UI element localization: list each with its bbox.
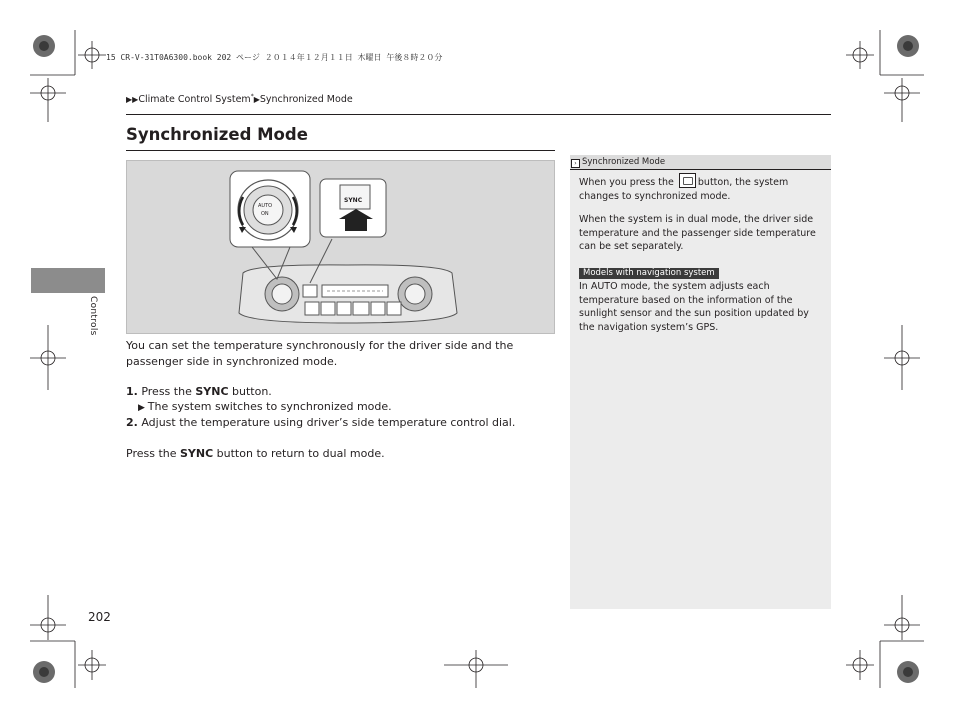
climate-panel-drawing [127,161,554,333]
step-2 [126,415,515,431]
print-header: 15 CR-V-31T0A6300.book 202 ページ ２０１４年１２月１１日 木曜日 午後８時２０分 [106,53,443,62]
sync-button-icon [679,173,696,188]
closing-paragraph [126,446,385,462]
closing-text: Press the [126,447,180,460]
step-1-number: 1. [126,385,138,398]
step-1-text-end: button. [228,385,272,398]
climate-control-illustration [126,160,555,334]
dial-label: AUTO [258,203,273,209]
section-tab [31,268,105,293]
step-1-result [138,399,392,417]
note-icon: › [571,159,580,168]
step-2-text: Adjust the temperature using driver’s side temperature control dial. [137,416,516,429]
breadcrumb [126,93,353,105]
page-title: Synchronized Mode [126,125,308,144]
sync-keyword: SYNC [195,385,229,398]
result-arrow-icon: ▶ [138,403,148,413]
sidebar-heading-text: Synchronized Mode [582,157,666,167]
page-number: 202 [88,610,111,624]
step-1-result-text: The system switches to synchronized mode. [147,400,392,413]
sync-button-label: SYNC [344,197,363,204]
breadcrumb-separator-icon: ▶ [253,95,260,105]
step-1 [126,384,272,400]
note-1-text-end: button, the system changes to synchronized mode. [579,177,789,202]
step-1-text: Press the [137,385,196,398]
breadcrumb-current: Synchronized Mode [259,94,353,106]
breadcrumb-arrow-icon: ▶▶ [126,95,139,105]
dial-sublabel: ON [261,211,269,217]
breadcrumb-parent[interactable]: Climate Control System [138,94,251,106]
sidebar-note-3: In AUTO mode, the system adjusts each temperature based on the information of the sunlight sensor and the sun position updated by the navigation system’s GPS. [579,281,809,333]
sync-keyword-closing: SYNC [180,447,214,460]
title-rule [126,150,555,151]
navigation-models-badge: Models with navigation system [579,268,719,279]
sidebar-note-2: When the system is in dual mode, the driver side temperature and the passenger side temperature can be set separately. [579,214,816,252]
section-tab-label: Controls [88,296,98,336]
step-2-number: 2. [126,416,138,429]
sidebar-rule [570,169,831,170]
sidebar-note-1 [579,173,824,203]
header-rule [126,114,831,115]
sidebar-heading [570,155,831,169]
closing-text-end: button to return to dual mode. [213,447,385,460]
breadcrumb-asterisk: * [250,93,254,100]
intro-paragraph: You can set the temperature synchronously for the driver side and the passenger side in synchronized mode. [126,339,514,368]
note-1-text: When you press the [579,177,674,188]
